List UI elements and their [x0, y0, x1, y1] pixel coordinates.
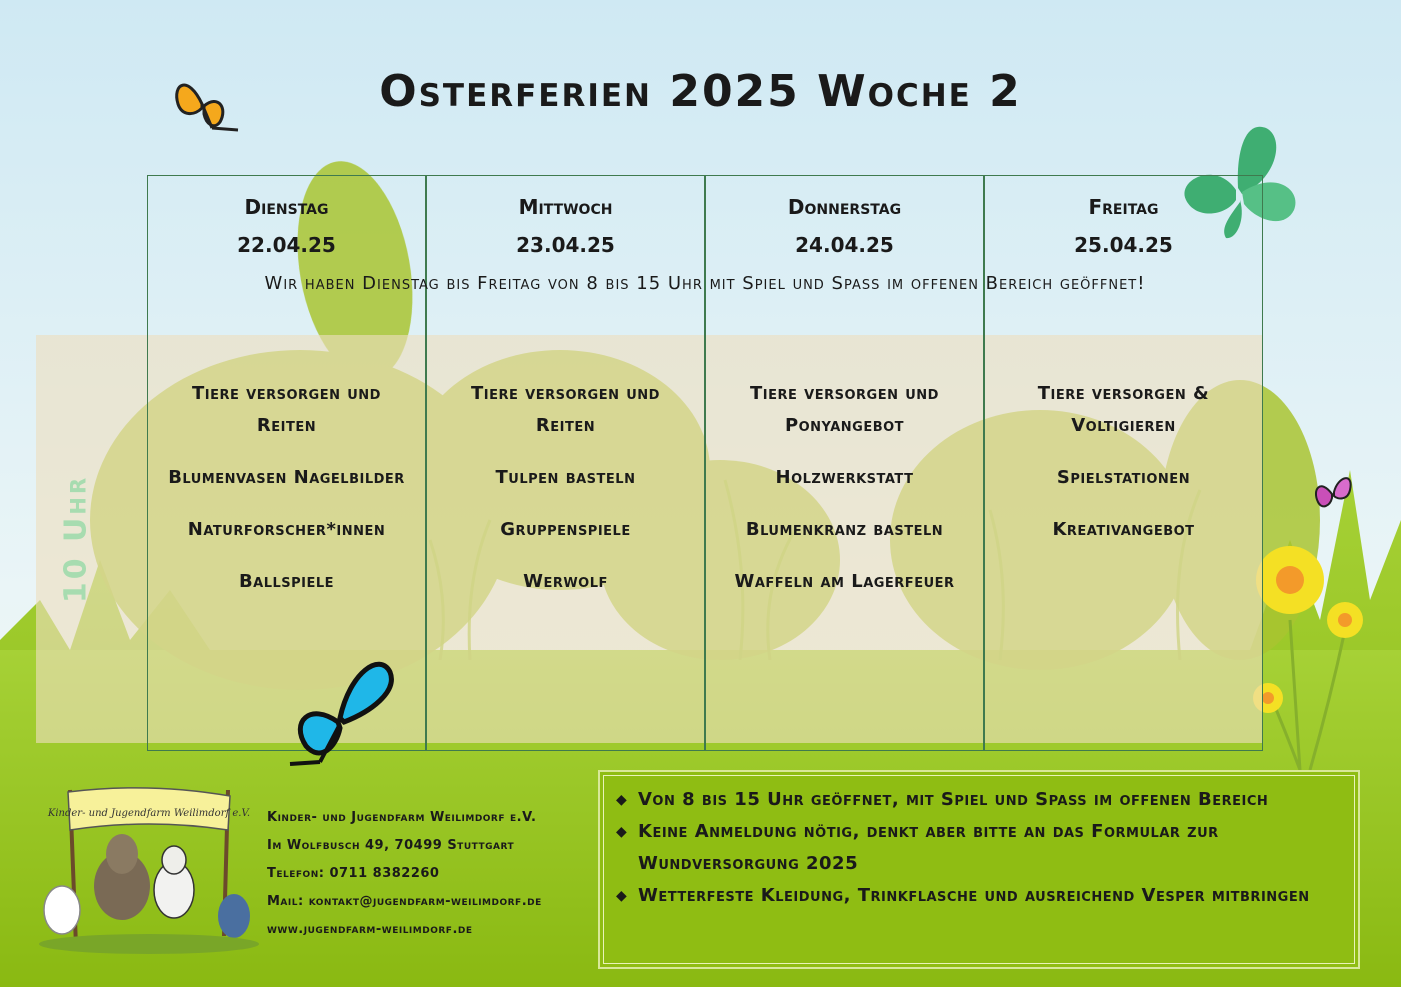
logo-banner-text: Kinder- und Jugendfarm Weilimdorf e.V. — [47, 808, 251, 819]
day-header-1 — [147, 188, 426, 264]
day-header-4 — [984, 188, 1263, 264]
contact-address: Im Wolfbusch 49, 70499 Stuttgart — [267, 838, 515, 853]
bullet-icon: ◆ — [616, 792, 628, 808]
contact-web[interactable]: www.jugendfarm-weilimdorf.de — [267, 922, 473, 937]
activity-item: Werwolf — [523, 571, 608, 592]
day-name: Freitag — [1088, 195, 1159, 219]
activity-item: Blumenkranz basteln — [745, 519, 944, 540]
bullet-icon: ◆ — [616, 888, 628, 904]
day-date: 23.04.25 — [516, 233, 615, 257]
activity-item: Gruppenspiele — [500, 519, 631, 540]
day-header-2 — [426, 188, 705, 264]
activity-item: Blumenvasen Nagelbilder — [168, 467, 405, 488]
activity-item: Tiere versorgen und Reiten — [471, 383, 660, 436]
contact-mail[interactable]: Mail: kontakt@jugendfarm-weilimdorf.de — [267, 894, 542, 909]
activity-item: Tulpen basteln — [495, 467, 636, 488]
contact-org: Kinder- und Jugendfarm Weilimdorf e.V. — [267, 810, 537, 825]
activities-day-1 — [147, 378, 426, 618]
page-title: Osterferien 2025 Woche 2 — [379, 66, 1022, 117]
opening-notice: Wir haben Dienstag bis Freitag von 8 bis 15 Uhr mit Spiel und Spass im offenen Bereich geöffnet! — [264, 273, 1146, 294]
day-name: Dienstag — [244, 195, 329, 219]
pink-butterfly-icon — [1310, 468, 1358, 520]
time-label: 10 Uhr — [58, 474, 94, 604]
activities-day-4 — [984, 378, 1263, 566]
info-box — [598, 770, 1360, 969]
farm-logo — [14, 786, 262, 956]
activities-day-2 — [426, 378, 705, 618]
activity-item: Waffeln am Lagerfeuer — [734, 571, 955, 592]
activity-item: Tiere versorgen und Ponyangebot — [750, 383, 939, 436]
day-date: 22.04.25 — [237, 233, 336, 257]
activity-item: Ballspiele — [238, 571, 335, 592]
info-item: ◆ Keine Anmeldung nötig, denkt aber bitte an das Formular zur Wundversorgung 2025 — [638, 816, 1348, 880]
activities-day-3 — [705, 378, 984, 618]
activity-item: Holzwerkstatt — [775, 467, 914, 488]
blue-butterfly-icon — [280, 652, 410, 770]
day-name: Mittwoch — [518, 195, 613, 219]
contact-phone: Telefon: 0711 8382260 — [267, 866, 440, 881]
day-date: 24.04.25 — [795, 233, 894, 257]
day-name: Donnerstag — [787, 195, 902, 219]
activity-item: Tiere versorgen & Voltigieren — [1037, 383, 1210, 436]
info-item: ◆ Von 8 bis 15 Uhr geöffnet, mit Spiel und Spass im offenen Bereich — [638, 784, 1348, 816]
activity-item: Kreativangebot — [1052, 519, 1195, 540]
bullet-icon: ◆ — [616, 824, 628, 840]
info-item: ◆ Wetterfeste Kleidung, Trinkflasche und ausreichend Vesper mitbringen — [638, 880, 1348, 912]
activity-item: Naturforscher*innen — [187, 519, 386, 540]
contact-block — [267, 804, 542, 944]
day-header-3 — [705, 188, 984, 264]
day-date: 25.04.25 — [1074, 233, 1173, 257]
activity-item: Tiere versorgen und Reiten — [192, 383, 381, 436]
activity-item: Spielstationen — [1056, 467, 1191, 488]
